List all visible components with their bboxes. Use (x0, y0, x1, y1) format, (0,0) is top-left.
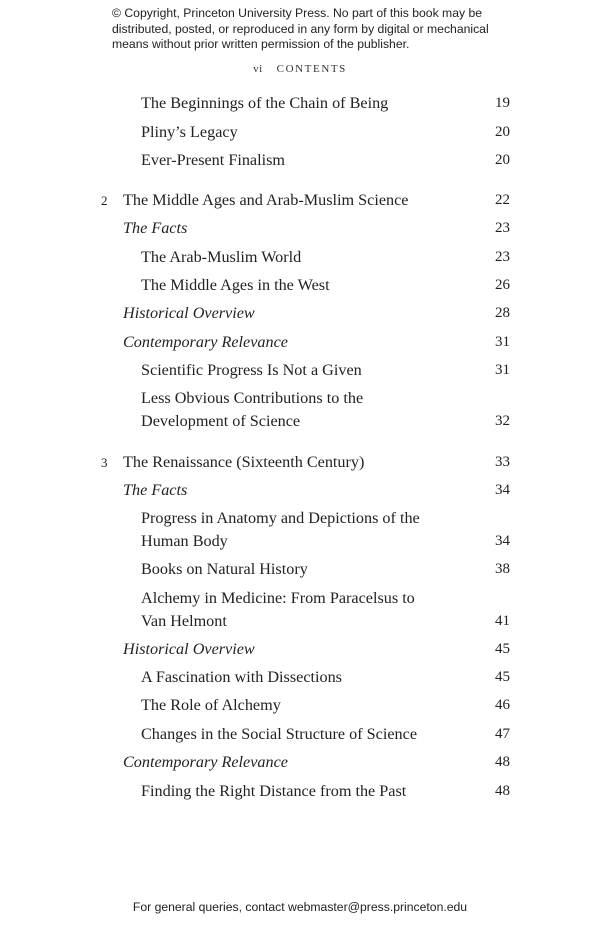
toc-entry-title-continued: Development of Science (141, 412, 301, 430)
copyright-line: means without prior written permission of the publisher. (112, 37, 410, 51)
toc-entry-page: 31 (495, 334, 510, 350)
chapter-number: 3 (101, 455, 108, 470)
toc-entry-page: 45 (495, 641, 510, 657)
footer-contact: For general queries, contact webmaster@press.princeton.edu (132, 900, 468, 914)
toc-entry-page: 20 (495, 124, 510, 140)
copyright-notice (112, 6, 512, 53)
toc-entry-page: 28 (495, 305, 510, 321)
toc-section-title: Contemporary Relevance (123, 753, 288, 771)
toc-entry-title: Alchemy in Medicine: From Paracelsus to (141, 589, 415, 607)
toc-chapter-title: The Middle Ages and Arab-Muslim Science (123, 191, 409, 209)
toc-entry-page: 41 (495, 613, 510, 629)
toc-entry-page: 32 (495, 413, 510, 429)
toc-chapter-title: The Renaissance (Sixteenth Century) (123, 453, 365, 471)
toc-entry-page: 20 (495, 152, 510, 168)
toc-entry-page: 46 (495, 697, 510, 713)
toc-entry-page: 38 (495, 561, 510, 577)
toc-entry-page: 48 (495, 783, 510, 799)
toc-entry-page: 47 (495, 726, 510, 742)
toc-entry-page: 34 (495, 482, 510, 498)
toc-entry-page: 23 (495, 220, 510, 236)
toc-entry-title: The Middle Ages in the West (141, 276, 330, 294)
toc-entry-page: 45 (495, 669, 510, 685)
toc-entry-title: A Fascination with Dissections (141, 668, 342, 686)
toc-entry-title-continued: Human Body (141, 532, 228, 550)
toc-section-title: The Facts (123, 481, 188, 499)
toc-entry-page: 48 (495, 754, 510, 770)
copyright-line: © Copyright, Princeton University Press. No part of this book may be (112, 6, 483, 20)
toc-entry-title: Pliny’s Legacy (141, 123, 238, 141)
toc-entry-page: 26 (495, 277, 510, 293)
toc-entry-page: 33 (495, 454, 510, 470)
running-head-title: CONTENTS (276, 63, 347, 75)
page-number: vi (253, 63, 263, 75)
toc-section-title: Historical Overview (123, 640, 255, 658)
toc-entry-page: 31 (495, 362, 510, 378)
toc-entry-title: Scientific Progress Is Not a Given (141, 361, 362, 379)
toc-entry-page: 22 (495, 192, 510, 208)
toc-entry-page: 34 (495, 533, 510, 549)
toc-entry-title: Progress in Anatomy and Depictions of the (141, 509, 420, 527)
toc-entry-title-continued: Van Helmont (141, 612, 227, 630)
running-head (0, 63, 600, 75)
toc-entry-page: 19 (495, 95, 510, 111)
toc-entry-title: Ever-Present Finalism (141, 151, 285, 169)
toc-entry-title: The Role of Alchemy (141, 696, 281, 714)
chapter-number: 2 (101, 193, 108, 208)
toc-entry-title: Finding the Right Distance from the Past (141, 782, 407, 800)
toc-section-title: Contemporary Relevance (123, 333, 288, 351)
toc-entry-title: The Beginnings of the Chain of Being (141, 94, 389, 112)
copyright-line: distributed, posted, or reproduced in any form by digital or mechanical (112, 21, 489, 36)
toc-entry-title: Books on Natural History (141, 560, 308, 578)
toc-entry-title: Changes in the Social Structure of Science (141, 725, 418, 743)
toc-section-title: Historical Overview (123, 304, 255, 322)
toc-entry-title: The Arab-Muslim World (141, 248, 302, 266)
toc-entry-page: 23 (495, 249, 510, 265)
toc-section-title: The Facts (123, 219, 188, 237)
toc-entry-title: Less Obvious Contributions to the (141, 389, 364, 407)
